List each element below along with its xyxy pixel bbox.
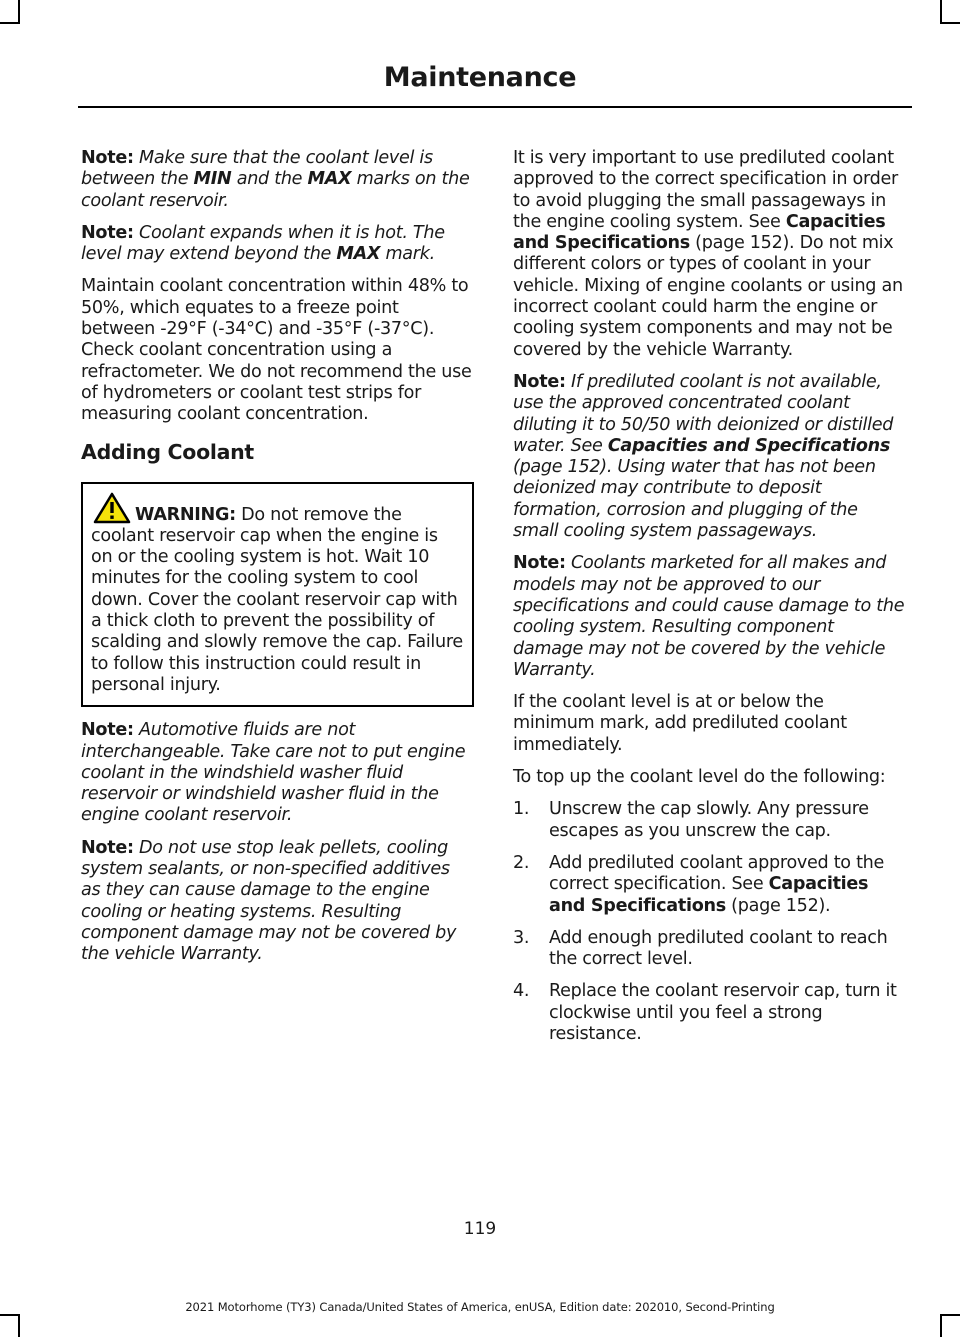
crop-mark — [940, 22, 960, 24]
list-item: 2. Add prediluted coolant approved to the correct specification. See Capacities and Specifications (page 152). — [513, 852, 885, 916]
crop-mark — [0, 1314, 20, 1316]
cross-reference-link[interactable]: Capacities and Specifications — [513, 211, 886, 254]
warning-text: WARNING: Do not remove the coolant reservoir cap when the engine is on or the cooling system is hot. Wait 10 minutes for the cooling system to cool down. Cover the coolant reservoir cap with a thick cloth to prevent the possibility of scalding and slowly remove the cap. Failure to follow this instruction could result in personal injury. — [91, 492, 464, 697]
paragraph-prediluted: It is very important to use prediluted coolant approved to the correct specification in order to avoid plugging the small passageways in the engine cooling system. See Capacities and Specifications (page 152). Do not mix different colors or types of coolant in your vehicle. Mixing of engine coolants or using an incorrect coolant could harm the engine or cooling system components and may not be covered by the vehicle Warranty. — [513, 148, 903, 360]
right-column — [513, 148, 908, 1056]
steps-list — [513, 799, 908, 1045]
crop-mark — [0, 22, 20, 24]
cross-reference-link[interactable]: Capacities and Specifications — [549, 874, 869, 916]
paragraph-top-up: To top up the coolant level do the following: — [513, 767, 886, 788]
note-fluids: Note: Automotive fluids are not interchangeable. Take care not to put engine coolant in the windshield washer fluid reservoir or windshield washer fluid in the engine coolant reservoir. — [81, 720, 466, 826]
paragraph-level-low: If the coolant level is at or below the minimum mark, add prediluted coolant immediately. — [513, 692, 847, 755]
crop-mark — [940, 0, 942, 22]
paragraph-concentration: Maintain coolant concentration within 48% to 50%, which equates to a freeze point between -29°F (-34°C) and -35°F (-37°C). Check coolant concentration using a refractometer. We do not recommend the use of hydrometers or coolant test strips for measuring coolant concentration. — [81, 276, 472, 425]
note-coolant-level: Note: Make sure that the coolant level is between the MIN and the MAX marks on the coolant reservoir. — [81, 148, 470, 211]
page-title: Maintenance — [383, 62, 577, 93]
crop-mark — [940, 1314, 960, 1316]
note-coolants-marketed: Note: Coolants marketed for all makes and models may not be approved to our specifications and could cause damage to the cooling system. Resulting component damage may not be covered by the vehicle Warranty. — [513, 553, 905, 680]
crop-mark — [18, 0, 20, 22]
note-stop-leak: Note: Do not use stop leak pellets, cooling system sealants, or non-specified additives as they can cause damage to the engine cooling or heating systems. Resulting component damage may not be covered by the vehicle Warranty. — [81, 837, 457, 965]
footer-edition: 2021 Motorhome (TY3) Canada/United States of America, enUSA, Edition date: 202010, Second-Printing — [185, 1300, 775, 1314]
page-number: 119 — [463, 1219, 497, 1239]
cross-reference-link[interactable]: Capacities and Specifications — [607, 435, 891, 456]
crop-mark — [940, 1315, 942, 1337]
warning-triangle-icon — [93, 492, 131, 524]
list-item: 3. Add enough prediluted coolant to reach the correct level. — [513, 927, 888, 970]
note-coolant-expands: Note: Coolant expands when it is hot. The level may extend beyond the MAX mark. — [81, 222, 445, 265]
warning-box — [81, 482, 474, 708]
list-item: 1. Unscrew the cap slowly. Any pressure escapes as you unscrew the cap. — [513, 799, 869, 841]
header-divider — [78, 106, 912, 108]
crop-mark — [18, 1315, 20, 1337]
list-item: 4. Replace the coolant reservoir cap, turn it clockwise until you feel a strong resistance. — [513, 981, 897, 1044]
section-heading: Adding Coolant — [81, 439, 254, 464]
left-column — [81, 148, 474, 977]
note-prediluted-unavailable: Note: If prediluted coolant is not available, use the approved concentrated coolant diluting it to 50/50 with deionized or distilled water. See Capacities and Specifications (page 152). Using water that has not been deionized may contribute to deposit formation, corrosion and plugging of the small cooling system passageways. — [513, 371, 894, 542]
